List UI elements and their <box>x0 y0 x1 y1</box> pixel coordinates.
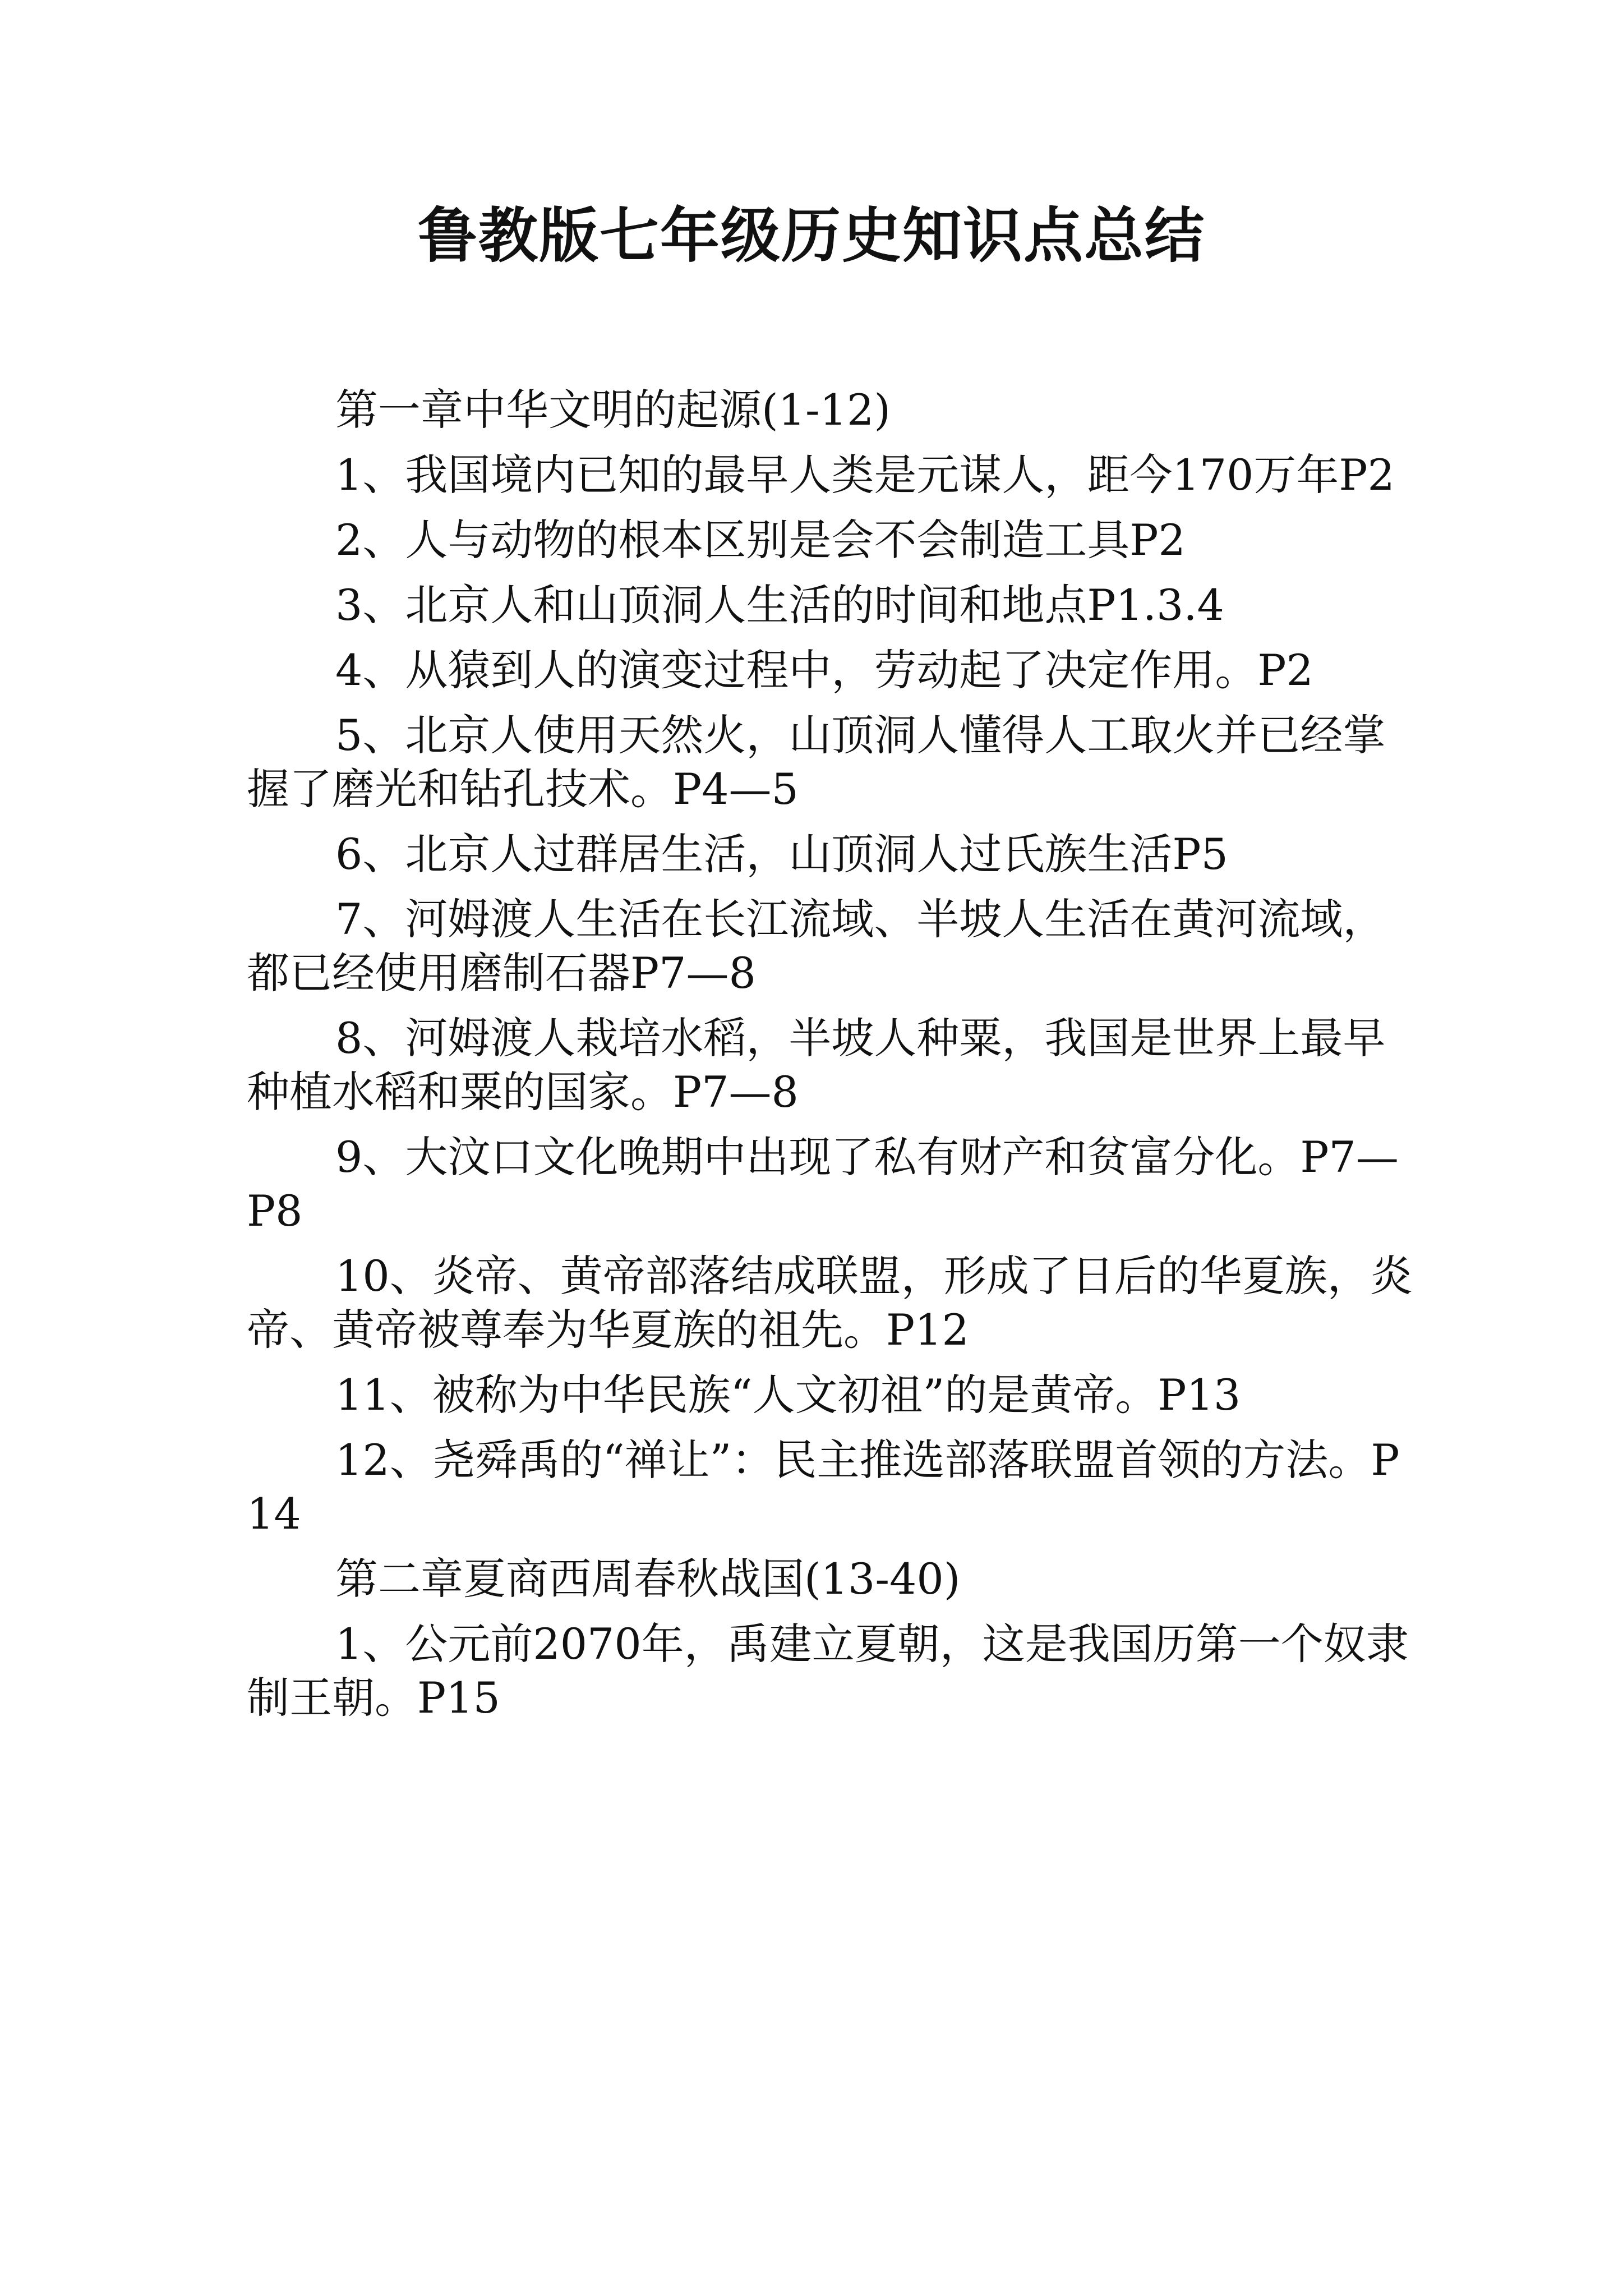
list-item: 1、公元前2070年，禹建立夏朝，这是我国历第一个奴隶制王朝。P15 <box>247 1619 1409 1723</box>
list-item: 4、从猿到人的演变过程中，劳动起了决定作用。P2 <box>335 645 1313 695</box>
list-item: 7、河姆渡人生活在长江流域、半坡人生活在黄河流域，都已经使用磨制石器P7—8 <box>247 894 1386 998</box>
document-body <box>247 383 1413 1725</box>
list-item: 11、被称为中华民族“人文初祖”的是黄帝。P13 <box>335 1370 1241 1420</box>
chapter-heading: 第二章夏商西周春秋战国(13-40) <box>335 1554 961 1604</box>
list-item: 8、河姆渡人栽培水稻，半坡人种粟，我国是世界上最早种植水稻和粟的国家。P7—8 <box>247 1013 1386 1117</box>
list-item: 9、大汶口文化晚期中出现了私有财产和贫富分化。P7—P8 <box>247 1132 1399 1236</box>
list-item: 1、我国境内已知的最早人类是元谋人，距今170万年P2 <box>335 450 1395 500</box>
list-item: 10、炎帝、黄帝部落结成联盟，形成了日后的华夏族，炎帝、黄帝被尊奉为华夏族的祖先。P12 <box>247 1251 1413 1355</box>
chapter-heading: 第一章中华文明的起源(1-12) <box>335 385 891 435</box>
list-item: 5、北京人使用天然火，山顶洞人懂得人工取火并已经掌握了磨光和钻孔技术。P4—5 <box>247 710 1386 814</box>
list-item: 3、北京人和山顶洞人生活的时间和地点P1.3.4 <box>335 580 1224 630</box>
document-title: 鲁教版七年级历史知识点总结 <box>418 200 1205 270</box>
list-item: 6、北京人过群居生活，山顶洞人过氏族生活P5 <box>335 829 1228 879</box>
list-item: 2、人与动物的根本区别是会不会制造工具P2 <box>335 515 1186 565</box>
list-item: 12、尧舜禹的“禅让”：民主推选部落联盟首领的方法。P14 <box>247 1435 1400 1539</box>
